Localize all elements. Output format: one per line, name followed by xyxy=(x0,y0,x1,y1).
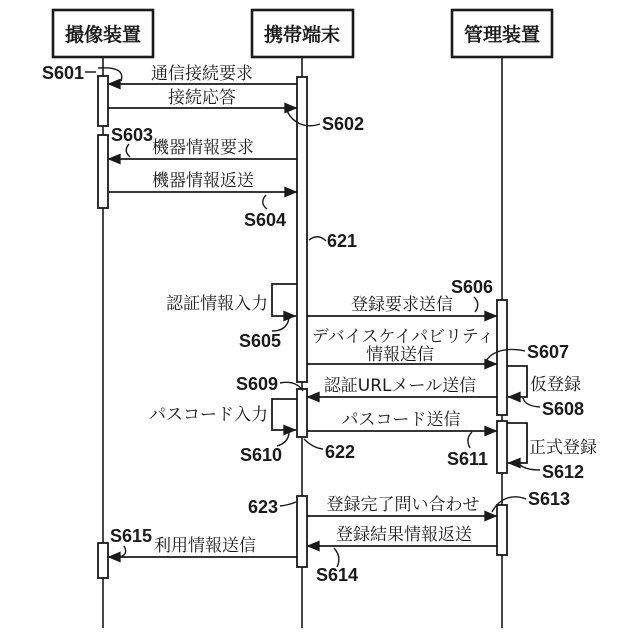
label-temporary-registration: 仮登録 xyxy=(530,375,581,395)
label-formal-registration: 正式登録 xyxy=(529,438,597,458)
step-s606: S606 xyxy=(451,277,494,297)
activation-imaging-s603 xyxy=(98,135,108,208)
step-s613: S613 xyxy=(528,489,571,509)
label-auth-info-input: 認証情報入力 xyxy=(166,294,268,314)
label-usage-info-send: 利用情報送信 xyxy=(154,536,256,556)
step-s601: S601 xyxy=(41,63,84,83)
label-device-info-return: 機器情報返送 xyxy=(152,171,254,191)
label-device-info-request: 機器情報要求 xyxy=(152,138,254,158)
label-device-capability-line2: 情報送信 xyxy=(366,345,434,365)
step-s614: S614 xyxy=(316,565,359,585)
step-s603: S603 xyxy=(111,125,154,145)
ref-621: 621 xyxy=(327,231,358,251)
label-connect-response: 接続応答 xyxy=(168,88,236,108)
step-s615: S615 xyxy=(110,526,153,546)
label-device-capability-line1: デバイスケイパビリティ xyxy=(311,327,495,347)
activation-mobile-623 xyxy=(297,496,307,567)
ref-622: 622 xyxy=(325,442,356,462)
step-s608: S608 xyxy=(542,399,585,419)
activation-mobile-622 xyxy=(297,389,307,437)
step-s602: S602 xyxy=(322,114,365,134)
activation-management-s613 xyxy=(497,505,507,555)
step-s611: S611 xyxy=(447,449,489,469)
ref-623: 623 xyxy=(248,497,279,517)
activation-imaging-s615 xyxy=(98,543,108,578)
actor-headers xyxy=(53,10,552,57)
label-registration-request-send: 登録要求送信 xyxy=(351,295,453,315)
step-s607: S607 xyxy=(527,342,570,362)
label-registration-complete-inquiry: 登録完了問い合わせ xyxy=(326,495,480,515)
label-registration-result-return: 登録結果情報返送 xyxy=(336,525,472,545)
label-passcode-send: パスコード送信 xyxy=(341,410,461,430)
step-s612: S612 xyxy=(542,462,585,482)
actor-label-mobile-terminal: 携帯端末 xyxy=(263,24,341,46)
activation-imaging-s601 xyxy=(98,76,108,126)
actor-label-imaging-device: 撮像装置 xyxy=(64,24,142,46)
step-s605: S605 xyxy=(238,331,281,351)
label-auth-url-mail-send: 認証URLメール送信 xyxy=(323,376,477,396)
step-s604: S604 xyxy=(244,210,287,230)
label-comm-connect-request: 通信接続要求 xyxy=(151,64,253,84)
activation-management-s611 xyxy=(497,421,507,473)
step-s609: S609 xyxy=(235,374,278,394)
activation-management-s606 xyxy=(497,300,507,415)
label-passcode-input: パスコード入力 xyxy=(149,405,268,425)
actor-label-management-device: 管理装置 xyxy=(463,24,541,46)
step-s610: S610 xyxy=(240,445,283,465)
